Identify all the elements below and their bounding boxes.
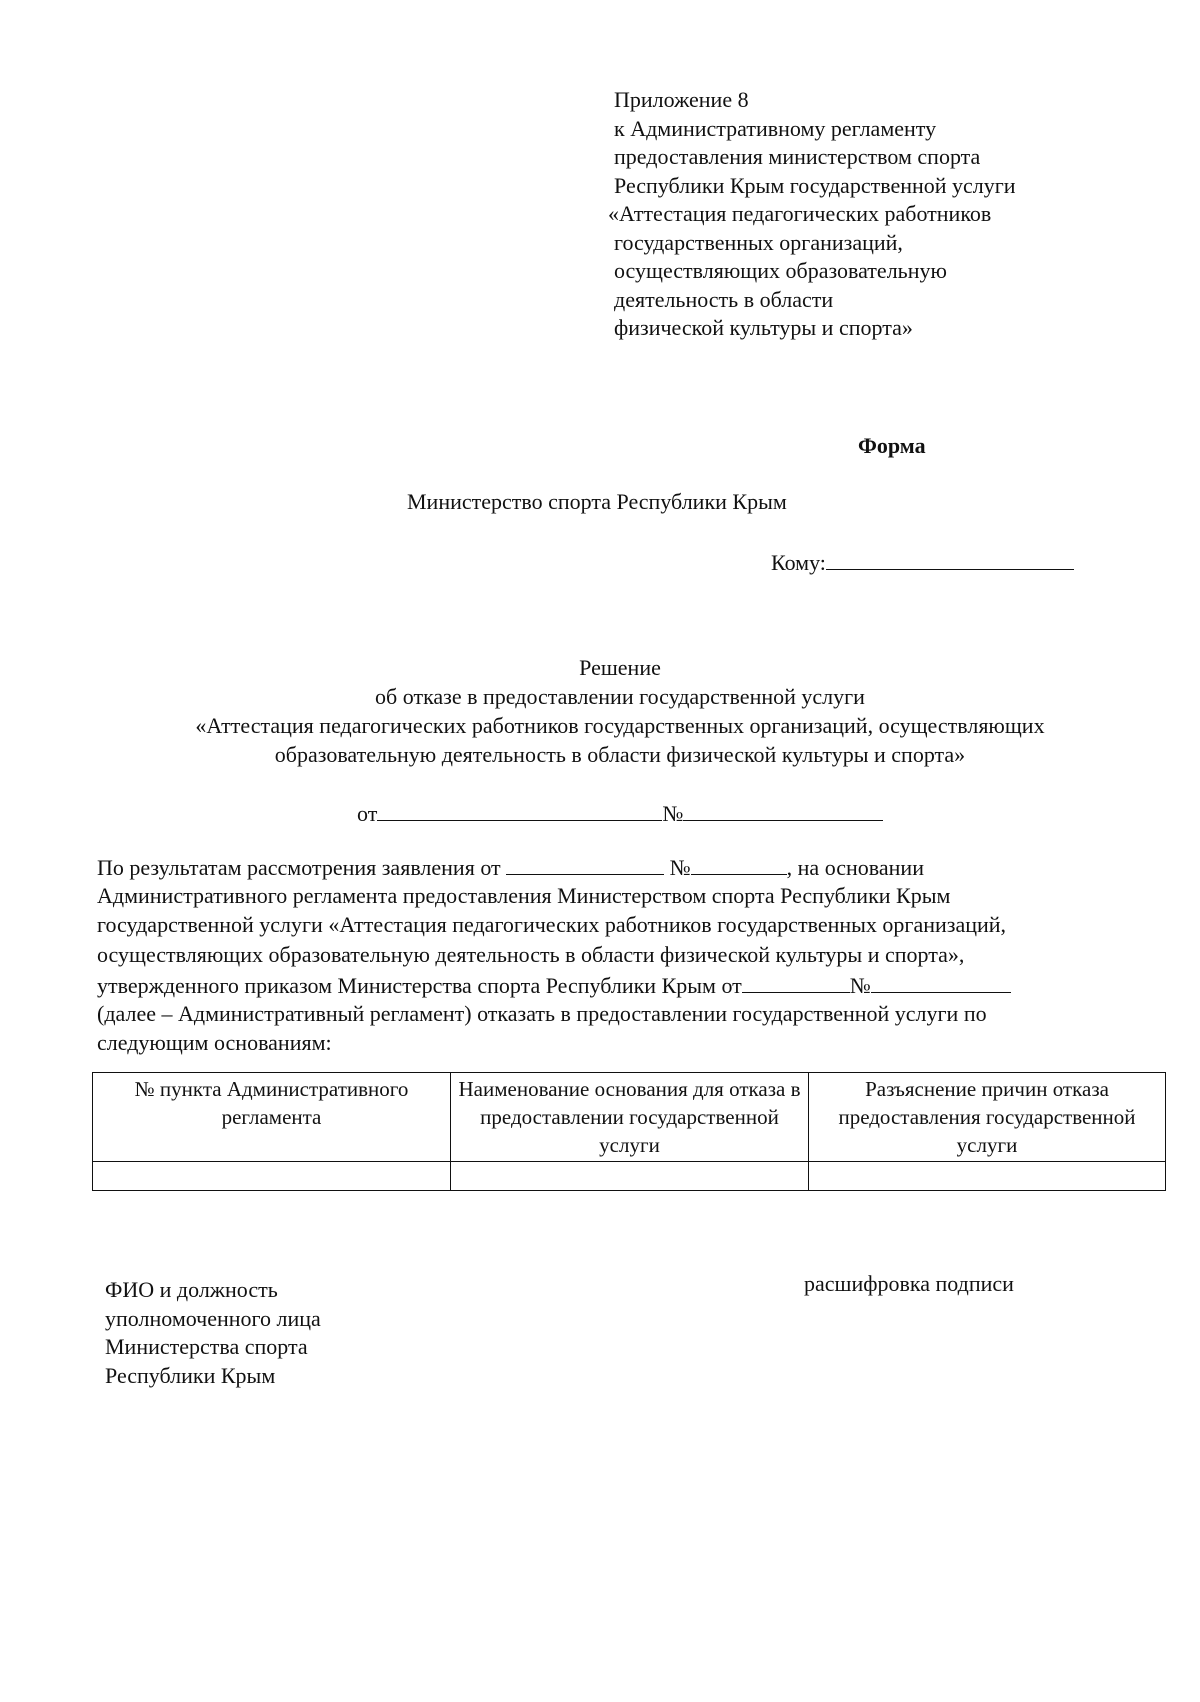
decision-body [97, 852, 1147, 1059]
table-cell [809, 1162, 1166, 1191]
appendix-line: осуществляющих образовательную [614, 258, 947, 283]
decision-heading [100, 654, 1140, 770]
table-header-row [93, 1073, 1166, 1162]
body-line [97, 852, 1147, 882]
decision-service-line: «Аттестация педагогических работников государственных организаций, осуществляющих [195, 713, 1045, 738]
body-text: , на основании [786, 855, 924, 880]
recipient-blank [826, 547, 1074, 570]
signature-label: расшифровка подписи [804, 1271, 1014, 1296]
body-line: следующим основаниям: [97, 1030, 332, 1055]
appendix-line: к Административному регламенту [614, 115, 937, 141]
application-number-blank [691, 852, 787, 875]
refusal-reasons-table [92, 1072, 1166, 1191]
signer-block [105, 1276, 321, 1390]
body-text: утвержденного приказом Министерства спорта Республики Крым от [97, 973, 742, 998]
appendix-line: Приложение 8 [614, 87, 749, 112]
appendix-line: физической культуры и спорта» [614, 315, 913, 340]
table-cell [93, 1162, 451, 1191]
body-line: осуществляющих образовательную деятельность в области физической культуры и спорта», [97, 941, 965, 967]
body-line: (далее – Административный регламент) отказать в предоставлении государственной услуги по [97, 1000, 987, 1026]
body-line [97, 970, 1147, 1000]
signer-line: ФИО и должность [105, 1277, 278, 1302]
order-date-blank [742, 970, 850, 993]
column-header-regulation-item: № пункта Административного регламента [93, 1073, 451, 1162]
order-number-blank [871, 970, 1011, 993]
body-text: № [664, 855, 691, 880]
body-line: государственной услуги «Аттестация педагогических работников государственных организаций, [97, 912, 1007, 937]
column-header-refusal-ground: Наименование основания для отказа в предоставлении государственной услуги [451, 1073, 809, 1162]
date-label: от [357, 801, 378, 826]
application-date-blank [506, 852, 664, 875]
date-blank [377, 798, 662, 821]
appendix-line: государственных организаций, [614, 229, 903, 255]
appendix-line: предоставления министерством спорта [614, 144, 981, 169]
body-text: По результатам рассмотрения заявления от [97, 855, 507, 880]
decision-title: Решение [579, 655, 661, 680]
recipient-field [771, 547, 1074, 577]
body-line: Административного регламента предоставления Министерством спорта Республики Крым [97, 882, 951, 908]
ministry-name: Министерство спорта Республики Крым [407, 489, 787, 514]
table-cell [451, 1162, 809, 1191]
appendix-line: Республики Крым государственной услуги [614, 172, 1016, 198]
signer-line: Министерства спорта [105, 1334, 308, 1359]
body-text: № [849, 973, 871, 998]
signer-line: уполномоченного лица [105, 1305, 321, 1331]
appendix-line: «Аттестация педагогических работников [608, 201, 992, 226]
decision-service-line: образовательную деятельность в области физической культуры и спорта» [274, 742, 966, 767]
appendix-line: деятельность в области [614, 286, 834, 312]
recipient-label: Кому: [771, 550, 826, 575]
signer-line: Республики Крым [105, 1362, 276, 1388]
number-label: № [662, 801, 684, 826]
decision-date-number [357, 798, 883, 828]
form-label: Форма [858, 433, 926, 458]
number-blank [683, 798, 883, 821]
decision-subtitle: об отказе в предоставлении государственной услуги [375, 684, 865, 709]
table-row [93, 1162, 1166, 1191]
column-header-refusal-explanation: Разъяснение причин отказа предоставления государственной услуги [809, 1073, 1166, 1162]
appendix-block [608, 86, 1134, 343]
